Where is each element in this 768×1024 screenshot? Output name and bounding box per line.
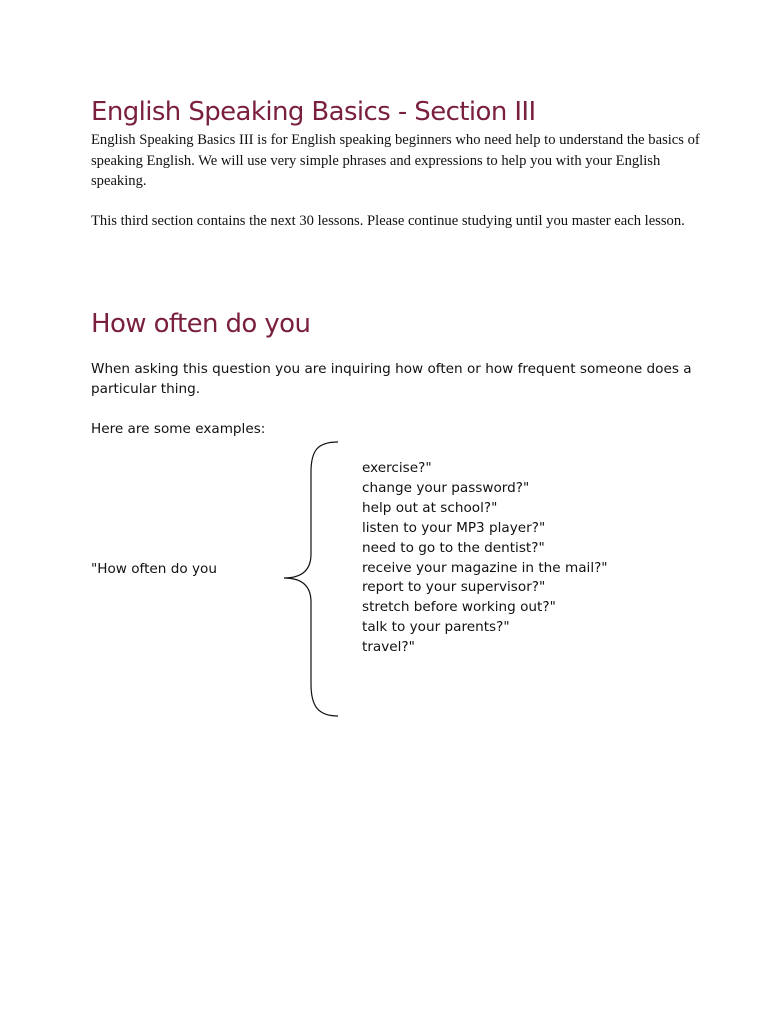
curly-brace-icon: [282, 440, 342, 720]
list-item: need to go to the dentist?": [362, 539, 545, 556]
list-item: receive your magazine in the mail?": [362, 559, 608, 576]
lesson-description: When asking this question you are inquiring how often or how frequent someone does a particular thing.: [91, 361, 692, 397]
list-item: change your password?": [362, 479, 530, 496]
list-item: stretch before working out?": [362, 599, 556, 616]
examples-label: Here are some examples:: [91, 421, 266, 437]
list-item: talk to your parents?": [362, 619, 510, 636]
list-item: exercise?": [362, 460, 432, 476]
lessons-paragraph: This third section contains the next 30 lessons. Please continue studying until you master each lesson.: [91, 213, 685, 229]
lesson-title: How often do you: [91, 309, 311, 339]
list-item: report to your supervisor?": [362, 579, 546, 596]
list-item: help out at school?": [362, 499, 498, 516]
example-stem: "How often do you: [91, 561, 217, 577]
list-item: travel?": [362, 639, 415, 656]
intro-paragraph: English Speaking Basics III is for English speaking beginners who need help to understand the basics of speaking English. We will use very simple phrases and expressions to help you with your English speaking.: [91, 132, 700, 189]
section-title: English Speaking Basics - Section III: [91, 97, 536, 127]
list-item: listen to your MP3 player?": [362, 519, 546, 536]
example-endings-list: [362, 459, 608, 658]
